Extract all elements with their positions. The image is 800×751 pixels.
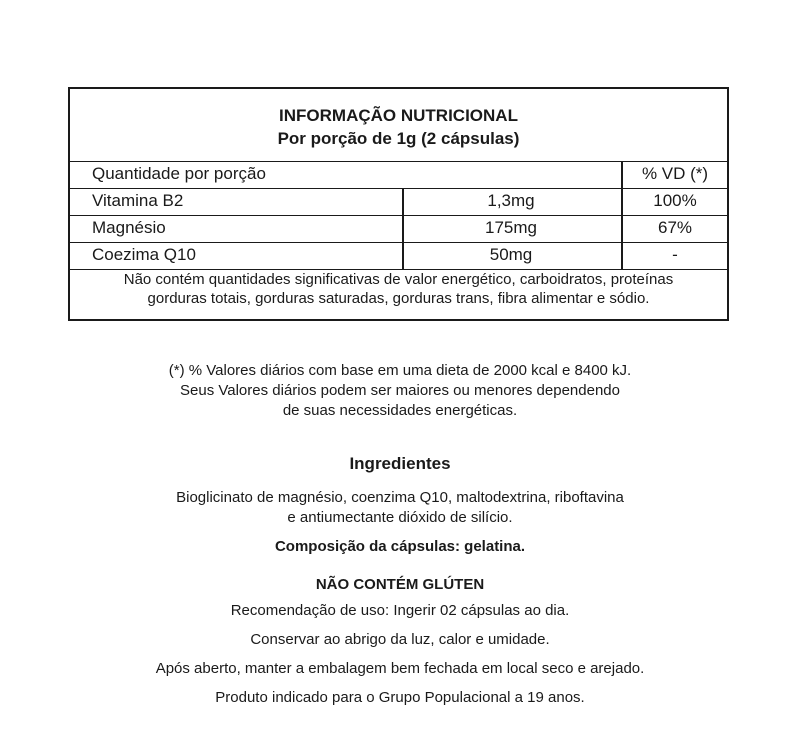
table-header (70, 89, 727, 162)
table-row (70, 242, 727, 270)
nutrient-vd: - (672, 245, 678, 264)
gluten-warning: NÃO CONTÉM GLÚTEN (315, 576, 485, 593)
ingredients-line: Bioglicinato de magnésio, coenzima Q10, maltodextrina, riboftavina (176, 489, 624, 506)
nutrient-vd: 100% (653, 191, 697, 210)
table-title: INFORMAÇÃO NUTRICIONAL (279, 106, 518, 125)
nutrient-vd: 67% (657, 218, 693, 237)
nutrient-quantity: 175mg (485, 218, 537, 237)
table-note-line: Não contém quantidades significativas de valor energético, carboidratos, proteínas (123, 271, 674, 288)
column-header-row (70, 161, 727, 189)
after-opening-instruction: Após aberto, manter a embalagem bem fechada em local seco e arejado. (155, 660, 645, 677)
nutrient-name: Vitamina B2 (92, 191, 184, 210)
capsule-composition: Composição da cápsulas: gelatina. (274, 538, 526, 555)
column-header-vd: % VD (*) (641, 164, 709, 183)
ingredients-text (0, 488, 800, 528)
table-row (70, 215, 727, 243)
footnote-line: (*) % Valores diários com base em uma dieta de 2000 kcal e 8400 kJ. (168, 362, 632, 379)
ingredients-line: e antiumectante dióxido de silício. (287, 509, 513, 526)
nutrient-quantity: 1,3mg (487, 191, 535, 210)
nutrient-name: Magnésio (92, 218, 166, 237)
storage-instruction: Conservar ao abrigo da luz, calor e umidade. (250, 631, 550, 648)
footnote (0, 361, 800, 421)
footnote-line: de suas necessidades energéticas. (282, 402, 518, 419)
table-row (70, 188, 727, 216)
target-group: Produto indicado para o Grupo Populacional a 19 anos. (215, 689, 585, 706)
column-header-name: Quantidade por porção (92, 164, 266, 183)
ingredients-title: Ingredientes (349, 454, 451, 473)
table-note (70, 270, 727, 308)
nutrition-table (68, 87, 729, 321)
footnote-line: Seus Valores diários podem ser maiores ou menores dependendo (180, 382, 620, 399)
nutrient-name: Coezima Q10 (92, 245, 196, 264)
table-subtitle: Por porção de 1g (2 cápsulas) (277, 129, 520, 148)
usage-recommendation: Recomendação de uso: Ingerir 02 cápsulas ao dia. (230, 602, 570, 619)
nutrient-quantity: 50mg (489, 245, 533, 264)
table-note-line: gorduras totais, gorduras saturadas, gorduras trans, fibra alimentar e sódio. (147, 290, 650, 307)
